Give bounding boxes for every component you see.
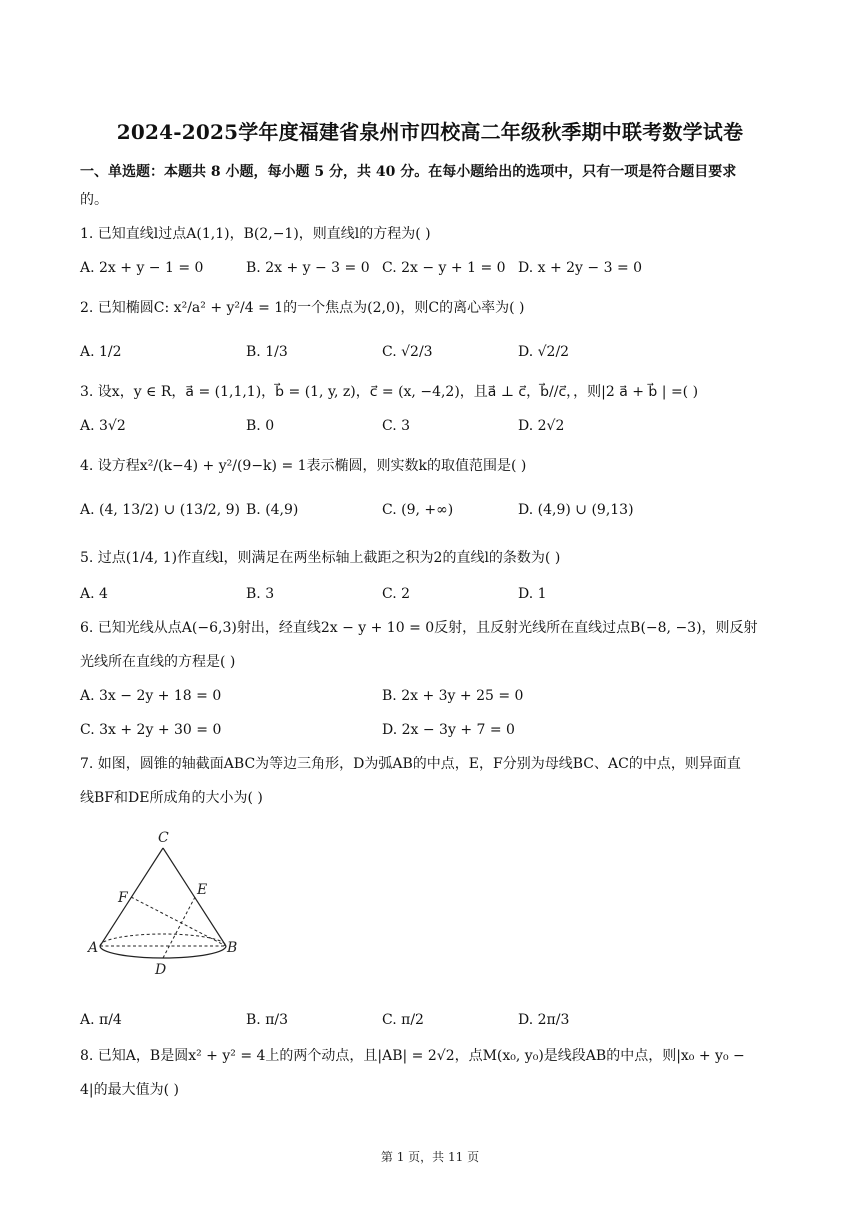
question-7-stem-line1: 7. 如图，圆锥的轴截面ABC为等边三角形，D为弧AB的中点，E，F分别为母线BC、AC的中点，则异面直 — [80, 756, 741, 772]
page-title: 2024-2025学年度福建省泉州市四校高二年级秋季期中联考数学试卷 — [116, 120, 744, 144]
question-4-option-b: B. (4,9) — [246, 502, 299, 518]
question-6-stem-line2: 光线所在直线的方程是( ) — [80, 654, 236, 670]
label-a: A — [88, 940, 99, 956]
question-1-option-b: B. 2x + y − 3 = 0 — [246, 260, 370, 276]
question-4-option-d: D. (4,9) ∪ (9,13) — [518, 502, 634, 518]
label-d: D — [155, 962, 167, 978]
label-c: C — [158, 830, 169, 846]
question-3-stem: 3. 设x，y ∈ R，a⃗ = (1,1,1)，b⃗ = (1, y, z)，c⃗ = (x, −4,2)，且a⃗ ⊥ c⃗，b⃗//c⃗，，则|2 a⃗ + b⃗ | =( ) — [80, 384, 699, 400]
question-4-option-c: C. (9, +∞) — [382, 502, 454, 518]
question-7-option-c: C. π/2 — [382, 1012, 424, 1028]
question-2-option-b: B. 1/3 — [246, 344, 288, 360]
question-1-option-d: D. x + 2y − 3 = 0 — [518, 260, 643, 276]
question-5-stem: 5. 过点(1/4, 1)作直线l，则满足在两坐标轴上截距之积为2的直线l的条数为( ) — [80, 550, 561, 566]
question-8-stem-line1: 8. 已知A，B是圆x² + y² = 4上的两个动点，且|AB| = 2√2，点M(x₀, y₀)是线段AB的中点，则|x₀ + y₀ − — [80, 1048, 745, 1064]
question-6-stem-line1: 6. 已知光线从点A(−6,3)射出，经直线2x − y + 10 = 0反射，且反射光线所在直线过点B(−8, −3)，则反射 — [80, 620, 758, 636]
question-1-option-c: C. 2x − y + 1 = 0 — [382, 260, 506, 276]
question-3-option-c: C. 3 — [382, 418, 411, 434]
cone-figure — [84, 828, 244, 978]
label-e: E — [197, 882, 208, 898]
question-7-stem-line2: 线BF和DE所成角的大小为( ) — [80, 790, 263, 806]
question-7-option-a: A. π/4 — [80, 1012, 122, 1028]
question-5-option-c: C. 2 — [382, 586, 411, 602]
question-3-option-d: D. 2√2 — [518, 418, 565, 434]
question-6-option-c: C. 3x + 2y + 30 = 0 — [80, 722, 222, 738]
base-front-arc — [100, 946, 226, 958]
question-3-option-a: A. 3√2 — [80, 418, 126, 434]
question-7-option-b: B. π/3 — [246, 1012, 289, 1028]
label-f: F — [118, 890, 128, 906]
question-6-option-b: B. 2x + 3y + 25 = 0 — [382, 688, 524, 704]
question-2-stem: 2. 已知椭圆C: x²/a² + y²/4 = 1的一个焦点为(2,0)，则C的离心率为( ) — [80, 300, 525, 316]
section-instructions-line2: 的。 — [80, 192, 108, 208]
question-1-option-a: A. 2x + y − 1 = 0 — [80, 260, 204, 276]
question-3-option-b: B. 0 — [246, 418, 275, 434]
question-8-stem-line2: 4|的最大值为( ) — [80, 1082, 179, 1098]
question-5-option-a: A. 4 — [80, 586, 108, 602]
segment-bf — [131, 897, 226, 946]
question-4-option-a: A. (4, 13/2) ∪ (13/2, 9) — [80, 502, 240, 518]
label-b: B — [227, 940, 238, 956]
section-instructions-line1: 一、单选题：本题共 8 小题，每小题 5 分，共 40 分。在每小题给出的选项中，只有一项是符合题目要求 — [80, 164, 737, 180]
page-footer: 第 1 页，共 11 页 — [380, 1150, 480, 1164]
question-2-option-a: A. 1/2 — [80, 344, 122, 360]
question-2-option-c: C. √2/3 — [382, 344, 433, 360]
question-5-option-d: D. 1 — [518, 586, 547, 602]
question-2-option-d: D. √2/2 — [518, 344, 570, 360]
question-6-option-d: D. 2x − 3y + 7 = 0 — [382, 722, 515, 738]
question-7-option-d: D. 2π/3 — [518, 1012, 570, 1028]
question-1-stem: 1. 已知直线l过点A(1,1)，B(2,−1)，则直线l的方程为( ) — [80, 226, 431, 242]
question-4-stem: 4. 设方程x²/(k−4) + y²/(9−k) = 1表示椭圆，则实数k的取值范围是( ) — [80, 458, 527, 474]
question-5-option-b: B. 3 — [246, 586, 275, 602]
question-6-option-a: A. 3x − 2y + 18 = 0 — [80, 688, 222, 704]
